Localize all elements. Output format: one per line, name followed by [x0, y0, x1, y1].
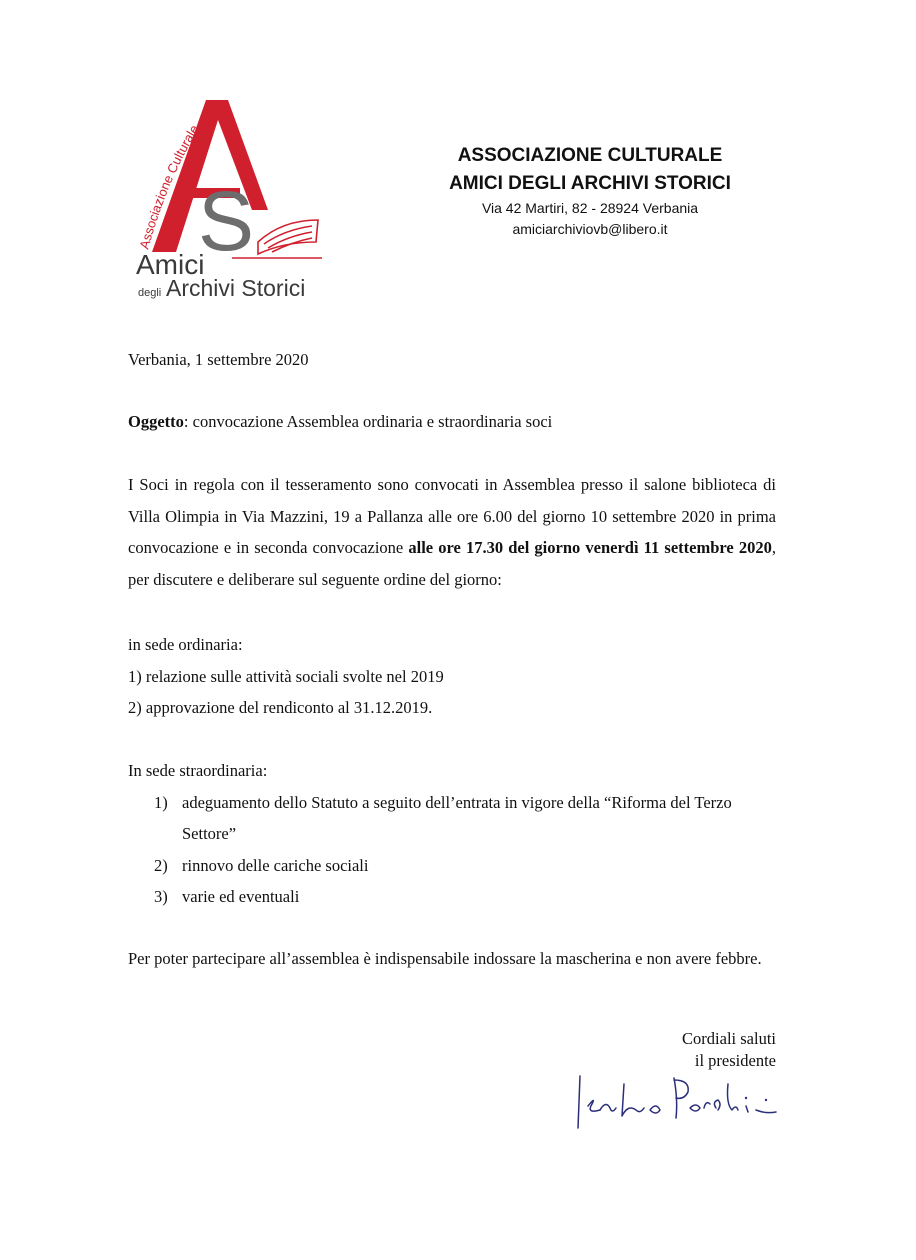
org-name-line-2: AMICI DEGLI ARCHIVI STORICI	[449, 173, 731, 194]
logo-degli: degli	[138, 287, 162, 299]
association-logo	[132, 92, 332, 302]
body-text-part-2: , per discutere e deliberare sul seguente ordine del giorno:	[128, 538, 776, 589]
handwritten-signature	[570, 1070, 780, 1134]
logo-amici: Amici	[136, 249, 205, 280]
extraordinary-item	[128, 881, 776, 913]
item-text: rinnovo delle cariche sociali	[182, 855, 369, 875]
body-paragraph	[128, 469, 776, 595]
subject-label: Oggetto	[128, 412, 184, 431]
body-text-bold: alle ore 17.30 del giorno venerdì 11 settembre 2020	[408, 538, 772, 557]
ordinary-item: 1) relazione sulle attività sociali svolte nel 2019	[128, 666, 444, 686]
extraordinary-session	[128, 755, 776, 913]
org-email: amiciarchiviovb@libero.it	[512, 221, 668, 237]
extraordinary-heading: In sede straordinaria:	[128, 761, 268, 780]
logo-arc-text: Associazione Culturale	[136, 122, 202, 251]
org-address: Via 42 Martiri, 82 - 28924 Verbania	[481, 200, 699, 216]
item-text: varie ed eventuali	[182, 887, 300, 906]
item-number: 1)	[154, 792, 168, 812]
logo-archivi-storici: Archivi Storici	[166, 275, 306, 301]
logo-letter-s: S	[198, 174, 255, 268]
date-line: Verbania, 1 settembre 2020	[128, 350, 309, 369]
book-icon	[258, 220, 318, 254]
item-number: 3)	[154, 887, 168, 906]
org-name-line-1: ASSOCIAZIONE CULTURALE	[457, 145, 723, 166]
ordinary-session	[128, 629, 776, 724]
signoff	[682, 1028, 776, 1072]
closing-note: Per poter partecipare all’assemblea è indispensabile indossare la mascherina e non avere febbre.	[128, 949, 762, 968]
organization-header	[440, 142, 740, 240]
president-role: il presidente	[694, 1051, 776, 1070]
extraordinary-item	[128, 787, 776, 850]
subject-line	[128, 406, 776, 438]
subject-text: : convocazione Assemblea ordinaria e straordinaria soci	[183, 412, 553, 431]
extraordinary-list	[128, 787, 776, 913]
ordinary-heading: in sede ordinaria:	[128, 635, 243, 654]
body-text-part-1: I Soci in regola con il tesseramento sono convocati in Assemblea presso il salone biblioteca di Villa Olimpia in Via Mazzini, 19 a Pallanza alle ore 6.00 del giorno 10 settembre 2020 in prima convocazione e in seconda convocazione	[128, 475, 776, 557]
item-text: adeguamento dello Statuto a seguito dell’entrata in vigore della “Riforma del Terzo Settore”	[182, 792, 732, 843]
extraordinary-item	[128, 850, 776, 882]
item-number: 2)	[154, 855, 168, 875]
greeting: Cordiali saluti	[682, 1029, 776, 1048]
ordinary-item: 2) approvazione del rendiconto al 31.12.2019.	[128, 698, 433, 717]
